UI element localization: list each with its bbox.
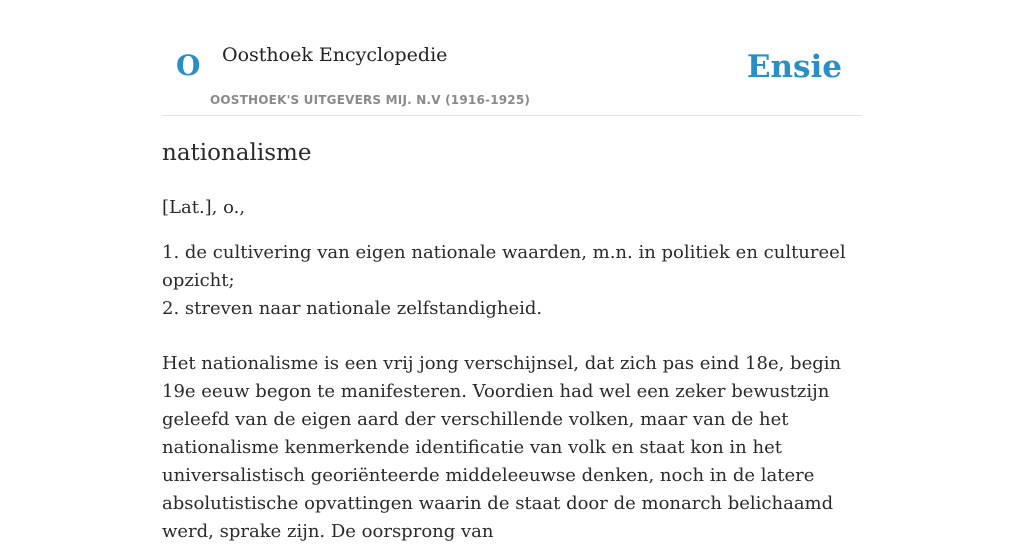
definition-item: 1. de cultivering van eigen nationale waarden, m.n. in politiek en cultureel opzicht; bbox=[162, 242, 846, 291]
site-title[interactable]: Oosthoek Encyclopedie bbox=[222, 44, 448, 66]
publisher-label: OOSTHOEK'S UITGEVERS MIJ. N.V (1916-1925) bbox=[210, 93, 531, 107]
page bbox=[162, 0, 862, 542]
entry-etymology: [Lat.], o., bbox=[162, 197, 246, 218]
logo-icon[interactable]: O bbox=[176, 49, 201, 82]
definition-list bbox=[162, 239, 862, 323]
entry-title: nationalisme bbox=[162, 140, 312, 166]
brand-logo-link[interactable]: Ensie bbox=[746, 49, 842, 85]
definition-item: 2. streven naar nationale zelfstandigheid. bbox=[162, 298, 543, 319]
entry-body-text: Het nationalisme is een vrij jong verschijnsel, dat zich pas eind 18e, begin 19e eeuw begon te manifesteren. Voordien had wel een zeker bewustzijn geleefd van de eigen aard der verschillende volken, maar van de het nationalisme kenmerkende identificatie van volk en staat kon in het universalistisch georiënteerde middeleeuwse denken, noch in de latere absolutistische opvattingen waarin de staat door de monarch belichaamd werd, sprake zijn. De oorsprong van bbox=[162, 353, 842, 542]
site-header bbox=[162, 0, 862, 116]
